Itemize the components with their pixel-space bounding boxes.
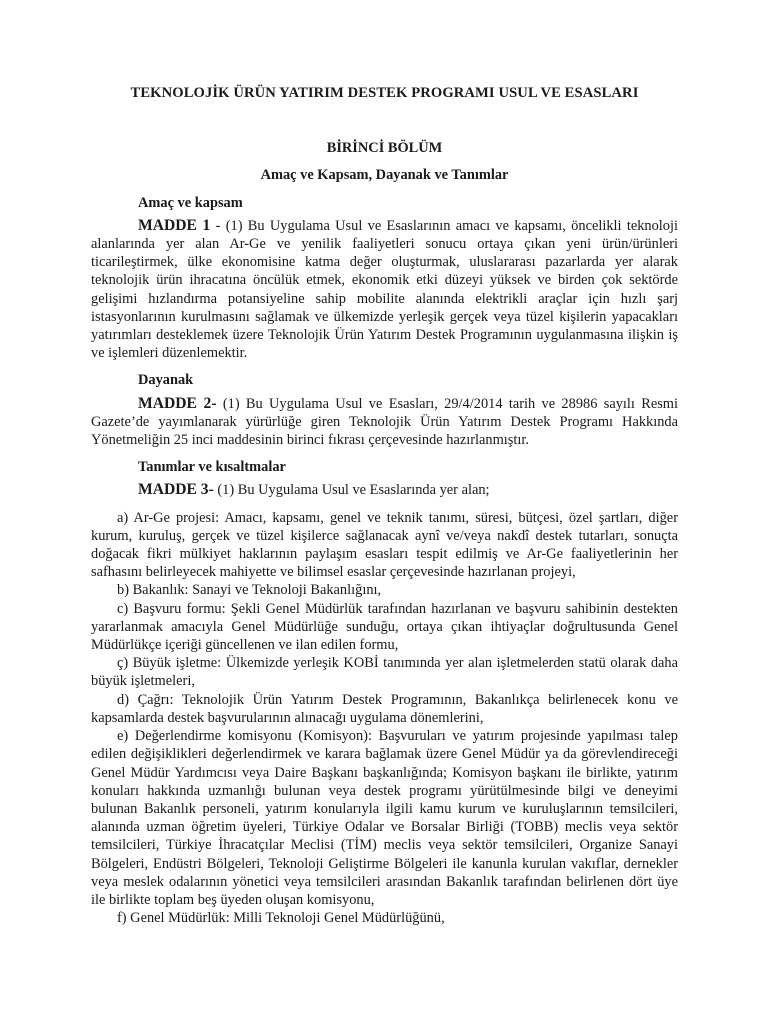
madde-3-paragraph bbox=[91, 481, 678, 499]
madde-1-text: - (1) Bu Uygulama Usul ve Esaslarının amacı ve kapsamı, öncelikli teknoloji alanlarında yer alan Ar-Ge ve yenilik faaliyetleri sonucu ortaya çıkan yeni ürün/ürünleri ticarileştirmek, ülke ekonomisine katma değer oluşturmak, uluslararası pazarlarda yer alarak teknolojik ürün ihracatına öncülük etmek, ekonomik etki düzeyi yüksek ve birden çok sektörde gelişimi hızlandırma potansiyeline sahip mobilite alanında elektrikli araçlar için hızlı şarj istasyonlarının kurulmasını sağlamak ve ülkemizde yerleşik gerçek veya tüzel kişilerin yapacakları yatırımları desteklemek üzere Teknolojik Ürün Yatırım Destek Programının uygulanmasına ilişkin iş ve işlemleri düzenlemektir. bbox=[91, 217, 678, 362]
madde-1-paragraph bbox=[91, 217, 678, 363]
section-title: BİRİNCİ BÖLÜM bbox=[326, 140, 443, 157]
document-title: TEKNOLOJİK ÜRÜN YATIRIM DESTEK PROGRAMI USUL VE ESASLARI bbox=[130, 85, 639, 101]
madde-3-text: (1) Bu Uygulama Usul ve Esaslarında yer alan; bbox=[213, 482, 490, 499]
heading-tanimlar: Tanımlar ve kısaltmalar bbox=[138, 459, 286, 476]
definition-item-cc: ç) Büyük işletme: Ülkemizde yerleşik KOBİ tanımında yer alan işletmelerden statü olarak daha büyük işletmeleri, bbox=[91, 655, 678, 690]
madde-2-paragraph bbox=[91, 395, 678, 450]
madde-2-text: (1) Bu Uygulama Usul ve Esasları, 29/4/2014 tarih ve 28986 sayılı Resmi Gazete’de yayımlanarak yürürlüğe giren Teknolojik Ürün Yatırım Destek Programı Hakkında Yönetmeliğin 25 inci maddesinin birinci fıkrası çerçevesinde hazırlanmıştır. bbox=[91, 395, 678, 449]
madde-2-label: MADDE 2- bbox=[138, 394, 217, 412]
definitions-list bbox=[91, 509, 678, 928]
heading-dayanak: Dayanak bbox=[138, 372, 194, 389]
madde-3-label: MADDE 3- bbox=[138, 481, 214, 499]
definition-item-f: f) Genel Müdürlük: Milli Teknoloji Genel Müdürlüğünü, bbox=[117, 910, 445, 927]
definition-item-d: d) Çağrı: Teknolojik Ürün Yatırım Destek Programının, Bakanlıkça belirlenecek konu ve kapsamlarda destek başvurularının alınacağı uygulama dönemlerini, bbox=[91, 691, 678, 726]
madde-1-label: MADDE 1 bbox=[138, 216, 211, 234]
definition-item-a: a) Ar-Ge projesi: Amacı, kapsamı, genel ve teknik tanımı, süresi, bütçesi, özel şartları, diğer kurum, kuruluş, gerçek ve tüzel kişilerce sağlanacak aynî ve/veya nakdî destek tutarları, sonuçta doğacak fikri mülkiyet haklarının paylaşım esasları tespit edilmiş ve Ar-Ge faaliyetlerinin her safhasını belirleyecek mahiyette ve bilimsel esaslar çerçevesinde hazırlanan projeyi, bbox=[91, 509, 678, 581]
definition-item-b: b) Bakanlık: Sanayi ve Teknoloji Bakanlığını, bbox=[117, 582, 382, 599]
heading-amac-ve-kapsam: Amaç ve kapsam bbox=[138, 194, 243, 211]
definition-item-c: c) Başvuru formu: Şekli Genel Müdürlük tarafından hazırlanan ve başvuru sahibinin destekten yararlanmak amacıyla Genel Müdürlüğe sunduğu, ortaya çıkan ihtiyaçlar doğrultusunda Genel Müdürlükçe içeriği güncellenen ve ilan edilen formu, bbox=[91, 600, 678, 654]
section-subtitle: Amaç ve Kapsam, Dayanak ve Tanımlar bbox=[260, 167, 509, 184]
definition-item-e: e) Değerlendirme komisyonu (Komisyon): Başvuruları ve yatırım projesinde yapılması talep edilen değişiklikleri değerlendirmek ve karara bağlamak üzere Genel Müdür ya da görevlendireceği Genel Müdür Yardımcısı veya Daire Başkanı başkanlığında; Komisyon başkanı ile birlikte, yatırım konuları hakkında uzmanlığı bulunan veya destek programı yürütülmesinde bilgi ve deneyimi bulunan Bakanlık personeli, yatırım konularıyla ilgili kamu kurum ve kuruluşlarının temsilcileri, alanında uzman öğretim üyeleri, Türkiye Odalar ve Borsalar Birliği (TOBB) meclis veya sektör temsilcileri, Türkiye İhracatçılar Meclisi (TİM) meclis veya sektör temsilcileri, Organize Sanayi Bölgeleri, Endüstri Bölgeleri, Teknoloji Geliştirme Bölgeleri ile kanunla kurulan vakıflar, dernekler veya meslek odalarının yönetici veya temsilcileri arasından Bakanlık tarafından belirlenen dört üye ile birlikte toplam beş üyeden oluşan komisyonu, bbox=[91, 728, 678, 908]
